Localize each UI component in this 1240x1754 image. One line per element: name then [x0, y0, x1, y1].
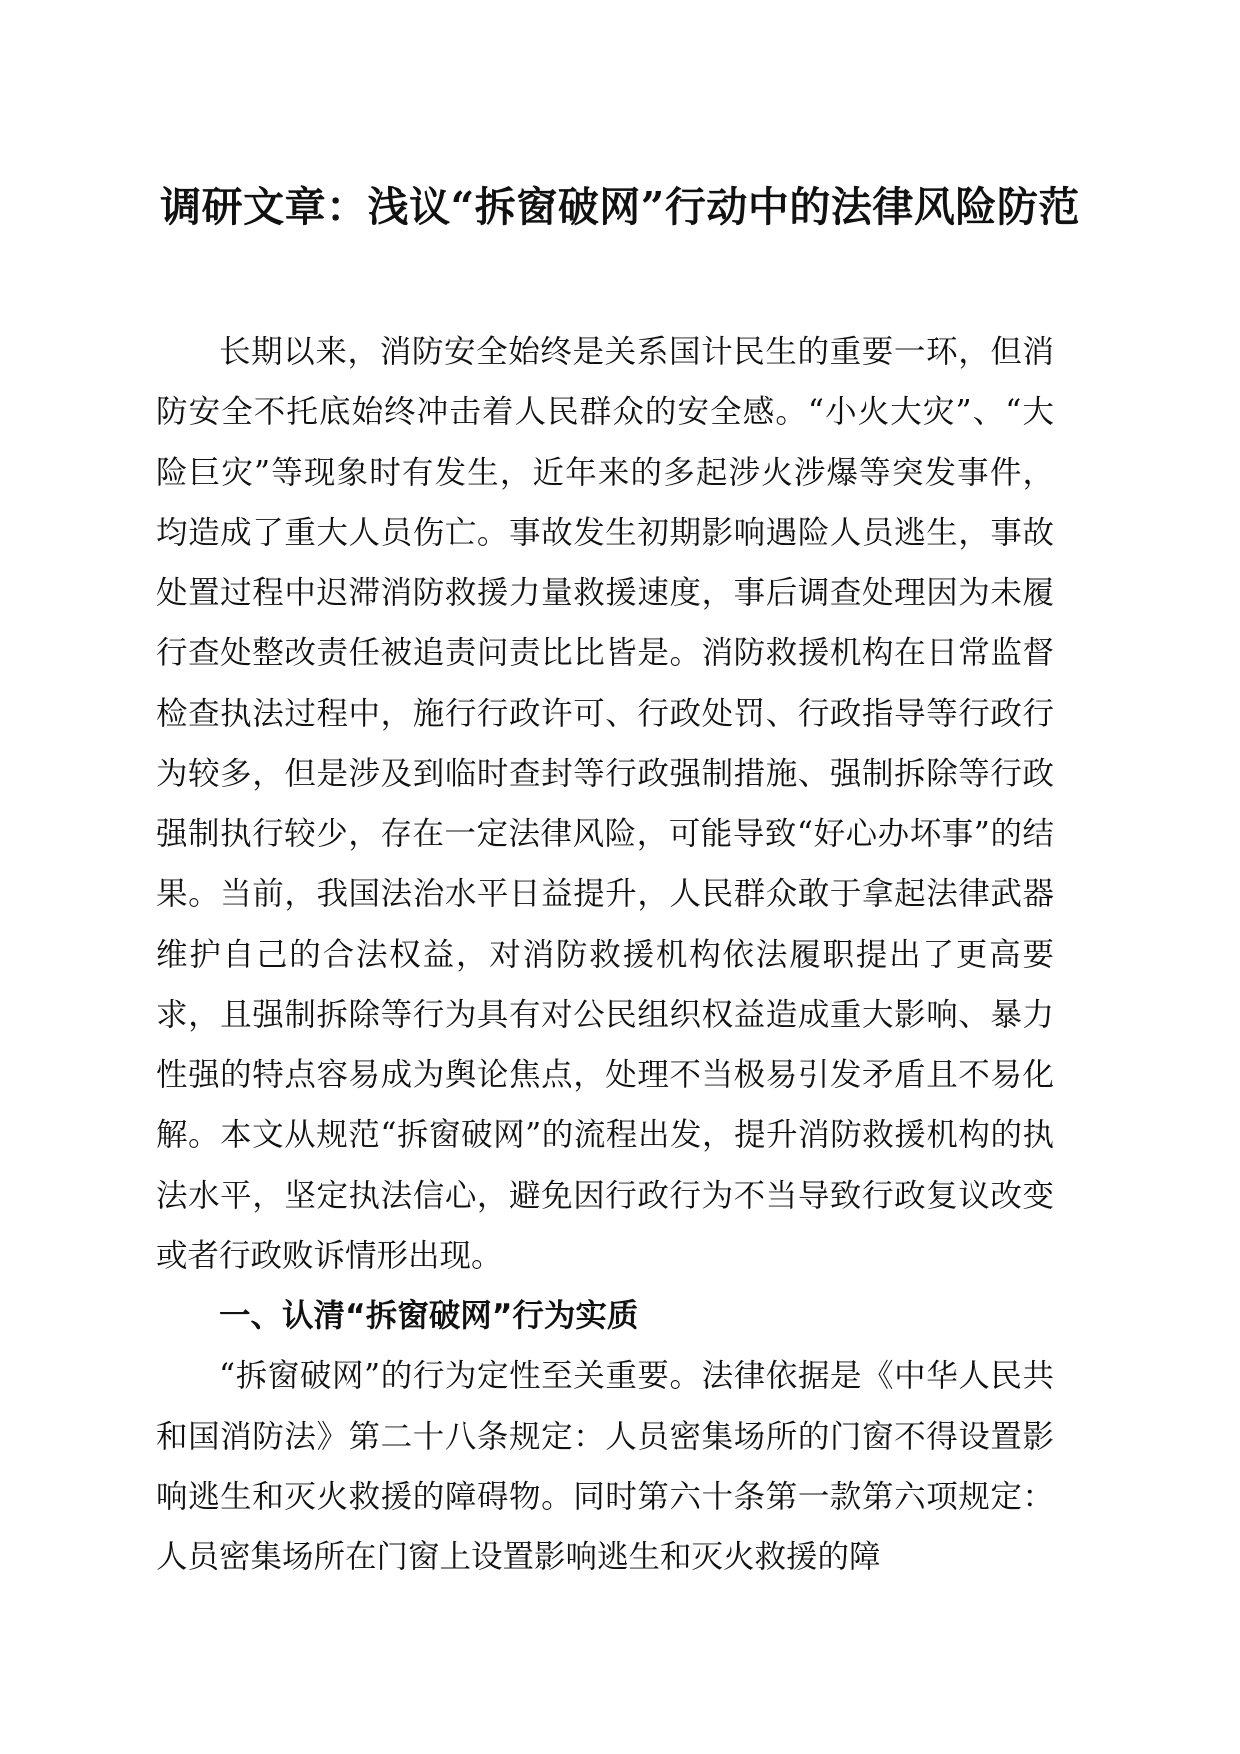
intro-paragraph: 长期以来，消防安全始终是关系国计民生的重要一环，但消防安全不托底始终冲击着人民群众的安全感。“小火大灾”、“大险巨灾”等现象时有发生，近年来的多起涉火涉爆等突发事件，均造成了重大人员伤亡。事故发生初期影响遇险人员逃生，事故处置过程中迟滞消防救援力量救援速度，事后调查处理因为未履行查处整改责任被追责问责比比皆是。消防救援机构在日常监督检查执法过程中，施行行政许可、行政处罚、行政指导等行政行为较多，但是涉及到临时查封等行政强制措施、强制拆除等行政强制执行较少，存在一定法律风险，可能导致“好心办坏事”的结果。当前，我国法治水平日益提升，人民群众敢于拿起法律武器维护自己的合法权益，对消防救援机构依法履职提出了更高要求，且强制拆除等行为具有对公民组织权益造成重大影响、暴力性强的特点容易成为舆论焦点，处理不当极易引发矛盾且不易化解。本文从规范“拆窗破网”的流程出发，提升消防救援机构的执法水平，坚定执法信心，避免因行政行为不当导致行政复议改变或者行政败诉情形出现。 — [156, 334, 1054, 1274]
section-heading: 一、认清“拆窗破网”行为实质 — [219, 1298, 639, 1334]
document-title: 调研文章：浅议“拆窗破网”行动中的法律风险防范 — [160, 183, 1080, 231]
document-body — [156, 322, 1054, 1587]
section-paragraph: “拆窗破网”的行为定性至关重要。法律依据是《中华人民共和国消防法》第二十八条规定：人员密集场所的门窗不得设置影响逃生和灭火救援的障碍物。同时第六十条第一款第六项规定：人员密集场所在门窗上设置影响逃生和灭火救援的障 — [156, 1358, 1054, 1575]
